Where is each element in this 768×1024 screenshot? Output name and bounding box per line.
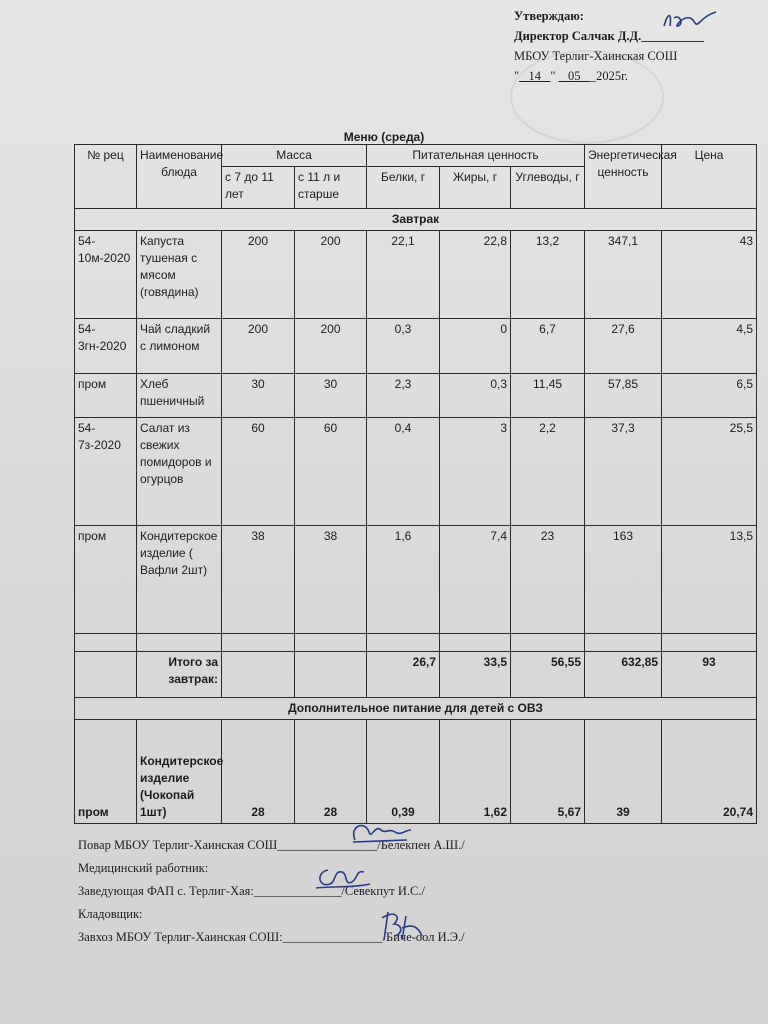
dish-name-cell: Хлеб пшеничный bbox=[137, 374, 222, 418]
fats-cell: 0 bbox=[440, 319, 511, 374]
fats-cell: 3 bbox=[440, 418, 511, 526]
price-cell: 25,5 bbox=[662, 418, 757, 526]
mass-11-plus-cell: 28 bbox=[295, 720, 367, 824]
dish-name-cell: Кондитерское изделие ( Вафли 2шт) bbox=[137, 526, 222, 634]
header-dish-name: Наименование блюда bbox=[137, 145, 222, 209]
cook-signature bbox=[345, 818, 415, 848]
dish-name-cell: Кондитерское изделие (Чокопай 1шт) bbox=[137, 720, 222, 824]
mass-7-11-cell: 200 bbox=[222, 231, 295, 319]
header-mass-11-plus: с 11 л и старше bbox=[295, 167, 367, 209]
energy-cell: 163 bbox=[585, 526, 662, 634]
mass-11-plus-cell: 38 bbox=[295, 526, 367, 634]
price-cell: 20,74 bbox=[662, 720, 757, 824]
rec-no-cell: пром bbox=[75, 720, 137, 824]
header-fats: Жиры, г bbox=[440, 167, 511, 209]
energy-cell: 39 bbox=[585, 720, 662, 824]
approval-date: " 14 " 05 _2025г. bbox=[514, 69, 628, 83]
fats-cell: 1,62 bbox=[440, 720, 511, 824]
proteins-cell: 2,3 bbox=[367, 374, 440, 418]
total-label: Итого за завтрак: bbox=[137, 652, 222, 698]
zavhoz-line: Завхоз МБОУ Терлиг-Хаинская СОШ:________________/Биче-оол И.Э./ bbox=[78, 930, 465, 944]
cook-label: Повар МБОУ Терлиг-Хаинская СОШ bbox=[78, 838, 278, 852]
energy-cell: 57,85 bbox=[585, 374, 662, 418]
fap-signature bbox=[312, 862, 372, 892]
carbs-cell: 5,67 bbox=[511, 720, 585, 824]
mass-7-11-cell: 200 bbox=[222, 319, 295, 374]
rec-no-cell: пром bbox=[75, 374, 137, 418]
dish-name-cell: Чай сладкий с лимоном bbox=[137, 319, 222, 374]
price-cell: 43 bbox=[662, 231, 757, 319]
price-cell: 4,5 bbox=[662, 319, 757, 374]
header-proteins: Белки, г bbox=[367, 167, 440, 209]
mass-11-plus-cell: 200 bbox=[295, 231, 367, 319]
total-energy: 632,85 bbox=[585, 652, 662, 698]
fats-cell: 7,4 bbox=[440, 526, 511, 634]
dish-name-cell: Салат из свежих помидоров и огурцов bbox=[137, 418, 222, 526]
proteins-cell: 0,4 bbox=[367, 418, 440, 526]
mass-11-plus-cell: 30 bbox=[295, 374, 367, 418]
table-row bbox=[75, 526, 757, 634]
carbs-cell: 11,45 bbox=[511, 374, 585, 418]
header-nutrition: Питательная ценность bbox=[367, 145, 585, 167]
price-cell: 6,5 bbox=[662, 374, 757, 418]
zavhoz-name: /Биче-оол И.Э./ bbox=[382, 930, 465, 944]
proteins-cell: 0,39 bbox=[367, 720, 440, 824]
fap-line: Заведующая ФАП с. Терлиг-Хая:______________/Севекпут И.С./ bbox=[78, 884, 425, 898]
fap-label: Заведующая ФАП с. Терлиг-Хая: bbox=[78, 884, 254, 898]
rec-no-cell: 54-7з-2020 bbox=[75, 418, 137, 526]
total-carbs: 56,55 bbox=[511, 652, 585, 698]
table-row bbox=[75, 418, 757, 526]
total-price: 93 bbox=[662, 652, 757, 698]
fats-cell: 22,8 bbox=[440, 231, 511, 319]
carbs-cell: 13,2 bbox=[511, 231, 585, 319]
mass-7-11-cell: 38 bbox=[222, 526, 295, 634]
header-mass: Масса bbox=[222, 145, 367, 167]
date-day: 14 bbox=[528, 69, 541, 83]
storekeeper-line: Кладовщик: bbox=[78, 907, 143, 921]
ovz-section-title: Дополнительное питание для детей с ОВЗ bbox=[75, 698, 757, 720]
approval-block bbox=[514, 6, 764, 86]
date-month: 05 bbox=[567, 69, 581, 83]
table-row bbox=[75, 231, 757, 319]
header-energy: Энергетическая ценность bbox=[585, 145, 662, 209]
medical-line: Медицинский работник: bbox=[78, 861, 209, 875]
energy-cell: 37,3 bbox=[585, 418, 662, 526]
mass-11-plus-cell: 60 bbox=[295, 418, 367, 526]
table-row bbox=[75, 374, 757, 418]
header-mass-7-11: с 7 до 11 лет bbox=[222, 167, 295, 209]
cook-name: /Белекпен А.Ш./ bbox=[377, 838, 465, 852]
proteins-cell: 0,3 bbox=[367, 319, 440, 374]
dish-name-cell: Капуста тушеная с мясом (говядина) bbox=[137, 231, 222, 319]
total-fats: 33,5 bbox=[440, 652, 511, 698]
table-row bbox=[75, 720, 757, 824]
rec-no-cell: 54-3гн-2020 bbox=[75, 319, 137, 374]
empty-row bbox=[75, 634, 757, 652]
header-carbs: Углеводы, г bbox=[511, 167, 585, 209]
breakfast-total-row bbox=[75, 652, 757, 698]
cook-line: Повар МБОУ Терлиг-Хаинская СОШ________________/Белекпен А.Ш./ bbox=[78, 838, 465, 852]
ovz-section-row bbox=[75, 698, 757, 720]
zavhoz-signature bbox=[372, 906, 428, 946]
rec-no-cell: 54-10м-2020 bbox=[75, 231, 137, 319]
date-year: 2025г. bbox=[596, 69, 628, 83]
carbs-cell: 2,2 bbox=[511, 418, 585, 526]
energy-cell: 27,6 bbox=[585, 319, 662, 374]
fap-name: /Севекпут И.С./ bbox=[341, 884, 425, 898]
header-rec-no: № рец bbox=[75, 145, 137, 209]
zavhoz-label: Завхоз МБОУ Терлиг-Хаинская СОШ: bbox=[78, 930, 283, 944]
carbs-cell: 23 bbox=[511, 526, 585, 634]
mass-7-11-cell: 30 bbox=[222, 374, 295, 418]
total-proteins: 26,7 bbox=[367, 652, 440, 698]
header-price: Цена bbox=[662, 145, 757, 209]
mass-7-11-cell: 28 bbox=[222, 720, 295, 824]
mass-7-11-cell: 60 bbox=[222, 418, 295, 526]
breakfast-section-title: Завтрак bbox=[75, 209, 757, 231]
energy-cell: 347,1 bbox=[585, 231, 662, 319]
approval-line-1: Утверждаю: bbox=[514, 9, 584, 23]
menu-table bbox=[74, 144, 757, 824]
approval-line-2: Директор Салчак Д.Д.__________ bbox=[514, 29, 704, 43]
breakfast-section-row bbox=[75, 209, 757, 231]
table-row bbox=[75, 319, 757, 374]
rec-no-cell: пром bbox=[75, 526, 137, 634]
approval-line-3: МБОУ Терлиг-Хаинская СОШ bbox=[514, 49, 678, 63]
price-cell: 13,5 bbox=[662, 526, 757, 634]
carbs-cell: 6,7 bbox=[511, 319, 585, 374]
menu-title: Меню (среда) bbox=[343, 130, 425, 144]
director-signature bbox=[660, 8, 720, 34]
director-label: Директор Салчак Д.Д. bbox=[514, 29, 642, 43]
mass-11-plus-cell: 200 bbox=[295, 319, 367, 374]
fats-cell: 0,3 bbox=[440, 374, 511, 418]
proteins-cell: 1,6 bbox=[367, 526, 440, 634]
proteins-cell: 22,1 bbox=[367, 231, 440, 319]
